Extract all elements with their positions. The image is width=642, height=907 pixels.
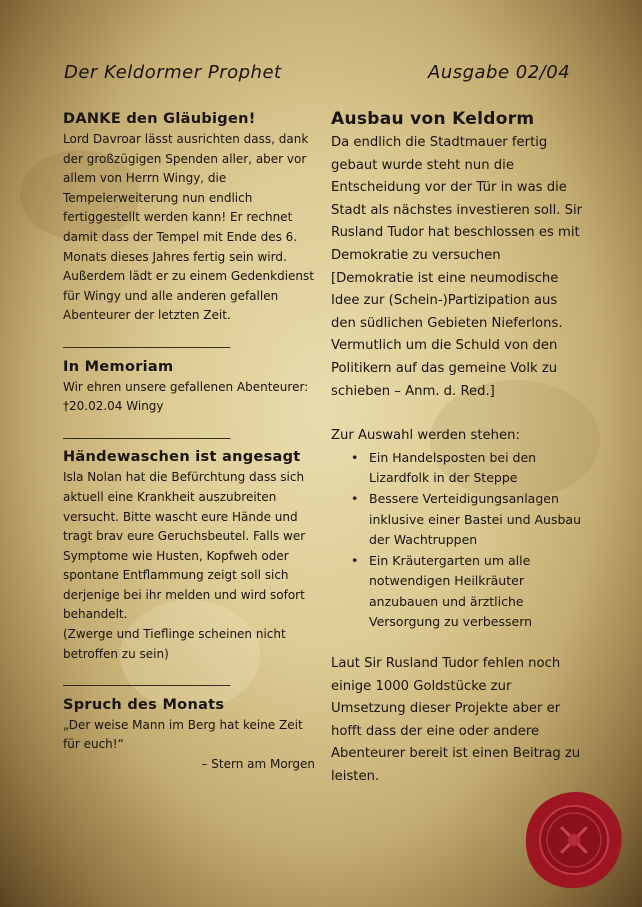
issue-number: Ausgabe 02/04 <box>428 62 571 83</box>
left-column <box>63 108 315 775</box>
memoriam-text: Wir ehren unsere gefallenen Abenteurer: <box>63 379 309 394</box>
quote-heading: Spruch des Monats <box>63 696 225 713</box>
memoriam-heading: In Memoriam <box>63 358 174 375</box>
list-item: • Bessere Verteidigungsanlagen inklusive einer Bastei und Ausbau der Wachtruppen <box>369 489 585 551</box>
separator: ___________________________ <box>63 424 231 439</box>
quote-text: „Der weise Mann im Berg hat keine Zeit für euch!“ <box>63 717 303 752</box>
hands-body: Isla Nolan hat die Befürchtung dass sich aktuell eine Krankheit auszubreiten versucht. Bitte wascht eure Hände und tragt brav eure Geruchsbeutel. Falls wer Symptome wie Husten, Kopfweh oder spontane Entflammung zeigt soll sich derjenige bei ihr melden und wird sofort behandelt. <box>63 470 306 622</box>
separator: ___________________________ <box>63 333 231 348</box>
separator: ___________________________ <box>63 672 231 687</box>
article-outro: Laut Sir Rusland Tudor fehlen noch einige 1000 Goldstücke zur Umsetzung dieser Projekte aber er hofft dass der eine oder andere Abenteurer bereit ist einen Beitrag zu leisten. <box>331 656 581 785</box>
options-intro: Zur Auswahl werden stehen: <box>331 428 520 444</box>
hands-heading: Händewaschen ist angesagt <box>63 449 301 466</box>
newspaper-title: Der Keldormer Prophet <box>64 62 282 83</box>
right-column <box>331 106 585 789</box>
thanks-heading: DANKE den Gläubigen! <box>63 111 256 127</box>
article-intro: Da endlich die Stadtmauer fertig gebaut wurde steht nun die Entscheidung vor der Tür in was die Stadt als nächstes investieren soll. Sir Rusland Tudor hat beschlossen es mit Demokratie zu versuchen [Demokratie ist eine neumodische Idee zur (Schein-)Partizipation aus den südlichen Gebieten Nieferlons. Vermutlich um die Schuld von den Politikern auf das gemeine Volk zu schieben – Anm. d. Red.] <box>331 135 583 399</box>
list-item: • Ein Handelsposten bei den Lizardfolk in der Steppe <box>369 448 585 489</box>
memoriam-entry: †20.02.04 Wingy <box>63 399 164 414</box>
wax-seal-icon <box>522 788 626 892</box>
options-list <box>331 448 585 633</box>
quote-author: – Stern am Morgen <box>201 757 315 772</box>
list-item: • Ein Kräutergarten um alle notwendigen Heilkräuter anzubauen und ärztliche Versorgung zu verbessern <box>369 551 585 633</box>
hands-body-2: (Zwerge und Tieflinge scheinen nicht betroffen zu sein) <box>63 627 286 661</box>
thanks-body: Lord Davroar lässt ausrichten dass, dank der großzügigen Spenden aller, aber vor allem von Herrn Wingy, die Tempelerweiterung nun endlich fertiggestellt werden kann! Er rechnet damit dass der Tempel mit Ende des 6. Monats dieses Jahres fertig sein wird. <box>63 132 309 264</box>
article-heading: Ausbau von Keldorm <box>331 109 535 129</box>
thanks-body-2: Außerdem lädt er zu einem Gedenkdienst für Wingy und alle anderen gefallen Abenteurer der letzten Zeit. <box>63 269 314 323</box>
